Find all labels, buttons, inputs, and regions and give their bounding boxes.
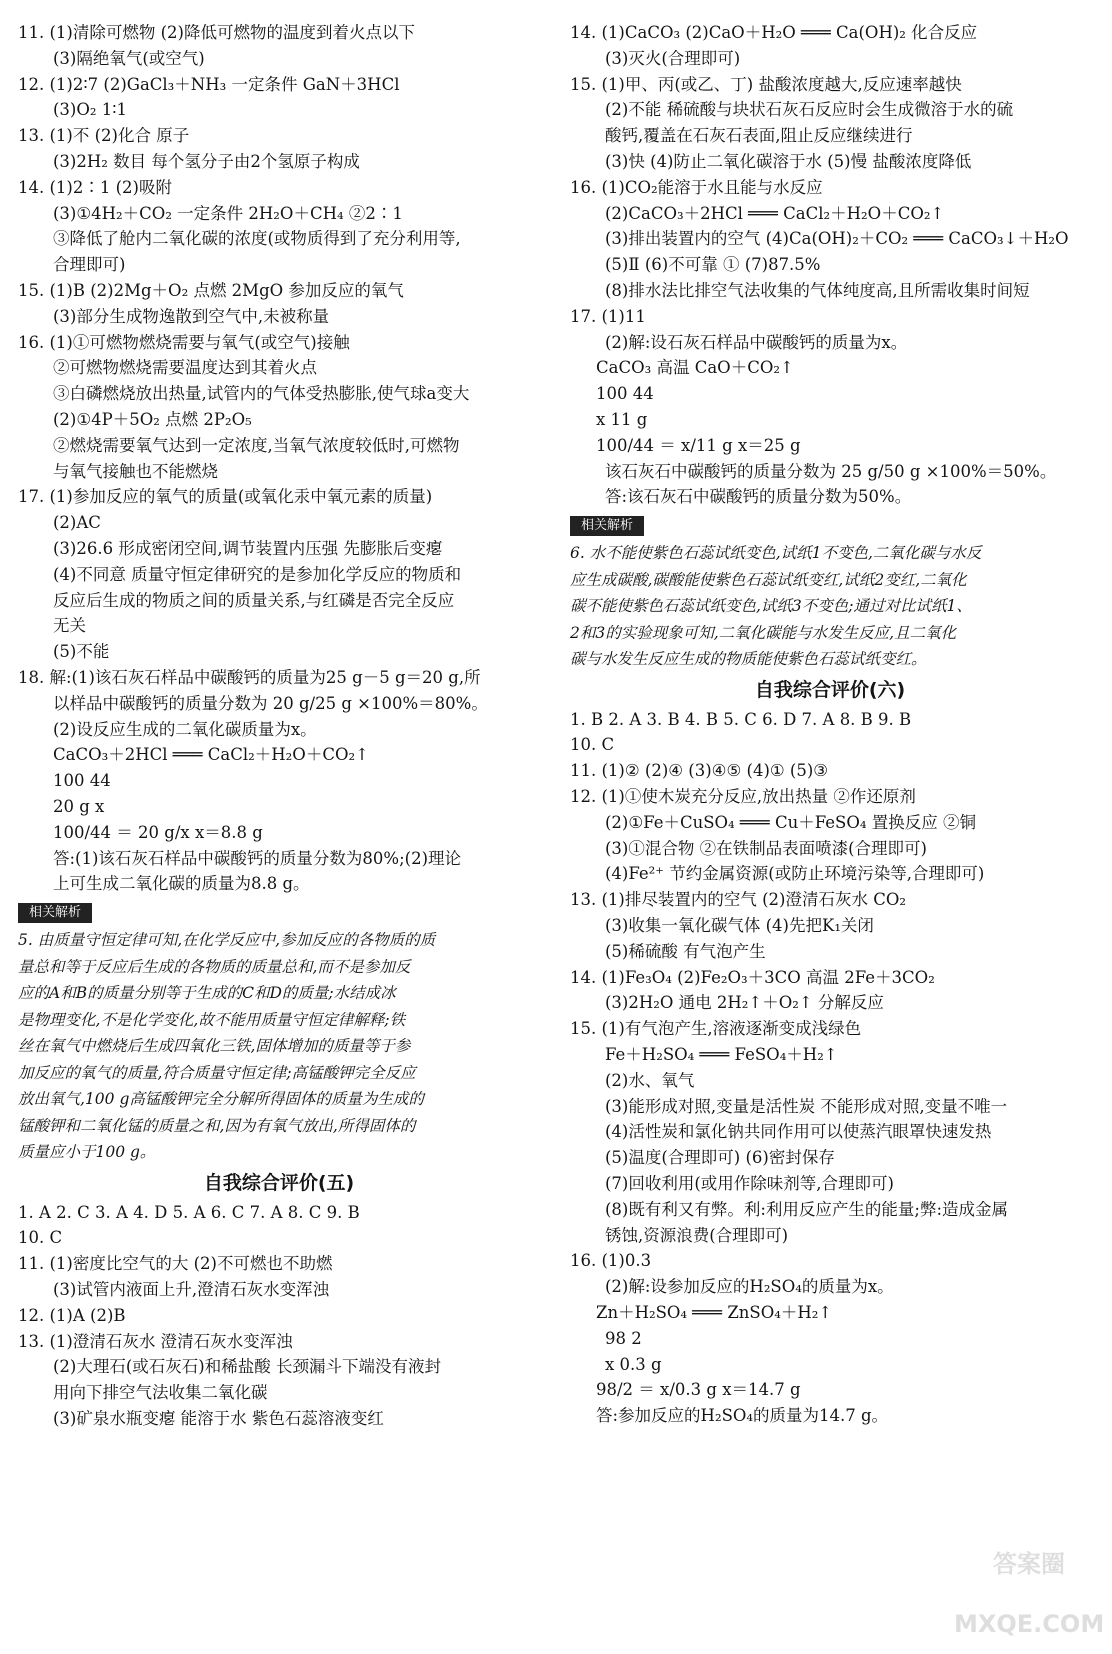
answer-line: (4)活性炭和氯化钠共同作用可以使蒸汽眼罩快速发热: [605, 1122, 992, 1142]
answer-line: 与氧气接触也不能燃烧: [53, 461, 218, 481]
answer-line: 17. (1)11: [570, 306, 646, 326]
answer-line: ③降低了舱内二氧化碳的浓度(或物质得到了充分利用等,: [53, 229, 461, 249]
answer-line: (3)矿泉水瓶变瘪 能溶于水 紫色石蕊溶液变红: [53, 1408, 384, 1428]
answer-line: (2)①Fe＋CuSO₄ ═══ Cu＋FeSO₄ 置换反应 ②铜: [605, 812, 976, 832]
answer-line: (2)不能 稀硫酸与块状石灰石反应时会生成微溶于水的硫: [605, 100, 1014, 120]
answer-line: (3)26.6 形成密闭空间,调节装置内压强 先膨胀后变瘪: [53, 538, 443, 558]
right-analysis-notes: [570, 540, 1090, 673]
answer-line: (2)①4P＋5O₂ 点燃 2P₂O₅: [53, 409, 252, 429]
left-column: [18, 20, 540, 1432]
answer-line: 1. A 2. C 3. A 4. D 5. A 6. C 7. A 8. C 9. B: [18, 1202, 360, 1222]
answer-line: 20 g x: [53, 796, 105, 816]
answer-line: 16. (1)0.3: [570, 1251, 652, 1271]
answer-line: 上可生成二氧化碳的质量为8.8 g。: [53, 874, 310, 894]
answer-line: 12. (1)2∶7 (2)GaCl₃＋NH₃ 一定条件 GaN＋3HCl: [18, 74, 400, 94]
answer-line: (2)CaCO₃＋2HCl ═══ CaCl₂＋H₂O＋CO₂↑: [605, 203, 945, 223]
answer-line: 答:该石灰石中碳酸钙的质量分数为50%。: [605, 487, 912, 507]
analysis-line: 是物理变化,不是化学变化,故不能用质量守恒定律解释;铁: [18, 1010, 406, 1029]
answer-line: CaCO₃ 高温 CaO＋CO₂↑: [596, 358, 794, 378]
answer-line: ③白磷燃烧放出热量,试管内的气体受热膨胀,使气球a变大: [53, 384, 470, 404]
answer-line: 16. (1)①可燃物燃烧需要与氧气(或空气)接触: [18, 332, 350, 352]
left-section-answers: [18, 1200, 540, 1432]
analysis-line: 加反应的氧气的质量,符合质量守恒定律;高锰酸钾完全反应: [18, 1063, 416, 1082]
answer-line: (3)2H₂O 通电 2H₂↑＋O₂↑ 分解反应: [605, 993, 884, 1013]
answer-line: 15. (1)有气泡产生,溶液逐渐变成浅绿色: [570, 1019, 862, 1039]
answer-line: 13. (1)排尽装置内的空气 (2)澄清石灰水 CO₂: [570, 890, 906, 910]
answer-line: 100 44: [596, 384, 654, 404]
answer-line: 12. (1)①使木炭充分反应,放出热量 ②作还原剂: [570, 787, 916, 807]
answer-line: (3)部分生成物逸散到空气中,未被称量: [53, 306, 330, 326]
answer-line: (5)不能: [53, 642, 110, 662]
answer-line: 100/44 ＝ x/11 g x＝25 g: [596, 435, 801, 455]
watermark-logo: 答案圈 MXQE.COM: [954, 1550, 1105, 1638]
answer-line: 98/2 ＝ x/0.3 g x＝14.7 g: [596, 1380, 801, 1400]
answer-line: 15. (1)B (2)2Mg＋O₂ 点燃 2MgO 参加反应的氧气: [18, 280, 404, 300]
answer-line: (8)排水法比排空气法收集的气体纯度高,且所需收集时间短: [605, 280, 1030, 300]
analysis-line: 2和3的实验现象可知,二氧化碳能与水发生反应,且二氧化: [570, 623, 957, 642]
answer-line: (3)①4H₂＋CO₂ 一定条件 2H₂O＋CH₄ ②2∶1: [53, 203, 403, 223]
answer-line: 15. (1)甲、丙(或乙、丁) 盐酸浓度越大,反应速率越快: [570, 74, 962, 94]
answer-line: 以样品中碳酸钙的质量分数为 20 g/25 g ×100%＝80%。: [53, 693, 488, 713]
analysis-line: 应生成碳酸,碳酸能使紫色石蕊试纸变红,试纸2变红,二氧化: [570, 570, 967, 589]
answer-line: (3)排出装置内的空气 (4)Ca(OH)₂＋CO₂ ═══ CaCO₃↓＋H₂O: [605, 229, 1069, 249]
answer-line: 1. B 2. A 3. B 4. B 5. C 6. D 7. A 8. B 9. B: [570, 709, 912, 729]
answer-line: 100/44 ＝ 20 g/x x＝8.8 g: [53, 822, 263, 842]
answer-line: 16. (1)CO₂能溶于水且能与水反应: [570, 177, 823, 197]
answer-line: (3)灭火(合理即可): [605, 48, 741, 68]
answer-line: (2)大理石(或石灰石)和稀盐酸 长颈漏斗下端没有液封: [53, 1357, 441, 1377]
answer-line: 14. (1)Fe₃O₄ (2)Fe₂O₃＋3CO 高温 2Fe＋3CO₂: [570, 967, 935, 987]
answer-line: (5)稀硫酸 有气泡产生: [605, 941, 766, 961]
answer-line: 100 44: [53, 771, 111, 791]
answer-line: Fe＋H₂SO₄ ═══ FeSO₄＋H₂↑: [605, 1045, 838, 1064]
answer-line: x 11 g: [596, 409, 648, 429]
left-analysis-notes: [18, 927, 540, 1166]
answer-line: 13. (1)澄清石灰水 澄清石灰水变浑浊: [18, 1331, 293, 1351]
answer-line: 12. (1)A (2)B: [18, 1305, 126, 1325]
answer-line: (3)快 (4)防止二氧化碳溶于水 (5)慢 盐酸浓度降低: [605, 151, 972, 171]
answer-line: 反应后生成的物质之间的质量关系,与红磷是否完全反应: [53, 590, 455, 610]
answer-line: 10. C: [570, 735, 615, 755]
answer-line: (3)收集一氧化碳气体 (4)先把K₁关闭: [605, 916, 874, 936]
answer-line: 11. (1)密度比空气的大 (2)不可燃也不助燃: [18, 1254, 333, 1274]
analysis-line: 应的A和B的质量分别等于生成的C和D的质量;水结成冰: [18, 984, 396, 1003]
answer-line: 该石灰石中碳酸钙的质量分数为 25 g/50 g ×100%＝50%。: [605, 461, 1057, 481]
answer-line: x 0.3 g: [605, 1354, 662, 1374]
answer-line: ②可燃物燃烧需要温度达到其着火点: [53, 358, 317, 378]
analysis-line: 质量应小于100 g。: [18, 1143, 156, 1162]
answer-line: (4)Fe²⁺ 节约金属资源(或防止环境污染等,合理即可): [605, 864, 985, 884]
answer-line: 10. C: [18, 1228, 63, 1248]
answer-line: 17. (1)参加反应的氧气的质量(或氧化汞中氧元素的质量): [18, 487, 433, 507]
left-answer-lines: [18, 20, 540, 897]
answer-line: (2)解:设石灰石样品中碳酸钙的质量为x。: [605, 332, 908, 352]
answer-line: 11. (1)清除可燃物 (2)降低可燃物的温度到着火点以下: [18, 23, 415, 42]
answer-line: (3)2H₂ 数目 每个氢分子由2个氢原子构成: [53, 151, 360, 171]
analysis-line: 量总和等于反应后生成的各物质的质量总和,而不是参加反: [18, 957, 411, 976]
answer-line: 11. (1)② (2)④ (3)④⑤ (4)① (5)③: [570, 761, 829, 781]
answer-line: 答:参加反应的H₂SO₄的质量为14.7 g。: [596, 1406, 889, 1426]
answer-line: 14. (1)2∶1 (2)吸附: [18, 177, 172, 197]
right-section-answers: [570, 707, 1090, 1429]
analysis-line: 碳与水发生反应生成的物质能使紫色石蕊试纸变红。: [570, 650, 927, 669]
answer-line: (3)试管内液面上升,澄清石灰水变浑浊: [53, 1279, 330, 1299]
answer-line: (4)不同意 质量守恒定律研究的是参加化学反应的物质和: [53, 564, 462, 584]
analysis-line: 5. 由质量守恒定律可知,在化学反应中,参加反应的各物质的质: [18, 931, 436, 950]
answer-line: 合理即可): [53, 255, 126, 275]
answer-line: (5)Ⅱ (6)不可靠 ① (7)87.5%: [605, 255, 821, 275]
section-title-6: 自我综合评价(六): [754, 678, 906, 701]
answer-line: (3)隔绝氧气(或空气): [53, 48, 205, 68]
answer-line: (7)回收利用(或用作除味剂等,合理即可): [605, 1173, 894, 1193]
answer-line: (2)设反应生成的二氧化碳质量为x。: [53, 719, 317, 739]
analysis-line: 丝在氧气中燃烧后生成四氧化三铁,固体增加的质量等于参: [18, 1037, 411, 1056]
answer-line: (3)O₂ 1∶1: [53, 100, 128, 120]
answer-line: 98 2: [605, 1328, 642, 1348]
answer-line: CaCO₃＋2HCl ═══ CaCl₂＋H₂O＋CO₂↑: [53, 745, 369, 765]
answer-line: 锈蚀,资源浪费(合理即可): [605, 1225, 789, 1245]
answer-line: 用向下排空气法收集二氧化碳: [53, 1383, 268, 1403]
analysis-line: 锰酸钾和二氧化锰的质量之和,因为有氧气放出,所得固体的: [18, 1116, 416, 1135]
analysis-line: 6. 水不能使紫色石蕊试纸变色,试纸1不变色,二氧化碳与水反: [570, 544, 982, 563]
answer-line: 答:(1)该石灰石样品中碳酸钙的质量分数为80%;(2)理论: [53, 848, 462, 868]
answer-line: 18. 解:(1)该石灰石样品中碳酸钙的质量为25 g－5 g＝20 g,所: [18, 667, 481, 687]
answer-line: (2)水、氧气: [605, 1070, 695, 1090]
answer-line: (5)温度(合理即可) (6)密封保存: [605, 1148, 835, 1168]
analysis-line: 放出氧气,100 g高锰酸钾完全分解所得固体的质量为生成的: [18, 1090, 424, 1109]
answer-line: 13. (1)不 (2)化合 原子: [18, 126, 190, 146]
answer-line: 无关: [53, 616, 86, 636]
answer-line: ②燃烧需要氧气达到一定浓度,当氧气浓度较低时,可燃物: [53, 435, 460, 455]
answer-line: 酸钙,覆盖在石灰石表面,阻止反应继续进行: [605, 126, 913, 146]
answer-line: (8)既有利又有弊。利:利用反应产生的能量;弊:造成金属: [605, 1199, 1009, 1219]
analysis-tag-left: 相关解析: [18, 903, 92, 923]
right-column: [570, 20, 1090, 1429]
analysis-line: 碳不能使紫色石蕊试纸变色,试纸3不变色;通过对比试纸1、: [570, 597, 972, 616]
answer-line: 14. (1)CaCO₃ (2)CaO＋H₂O ═══ Ca(OH)₂ 化合反应: [570, 23, 978, 42]
answer-line: (2)解:设参加反应的H₂SO₄的质量为x。: [605, 1277, 894, 1297]
answer-line: (3)①混合物 ②在铁制品表面喷漆(合理即可): [605, 838, 927, 858]
section-title-5: 自我综合评价(五): [203, 1171, 355, 1194]
right-answer-lines: [570, 20, 1090, 510]
analysis-tag-right: 相关解析: [570, 516, 644, 536]
answer-line: Zn＋H₂SO₄ ═══ ZnSO₄＋H₂↑: [596, 1302, 833, 1322]
answer-line: (3)能形成对照,变量是活性炭 不能形成对照,变量不唯一: [605, 1096, 1008, 1116]
answer-line: (2)AC: [53, 513, 101, 533]
